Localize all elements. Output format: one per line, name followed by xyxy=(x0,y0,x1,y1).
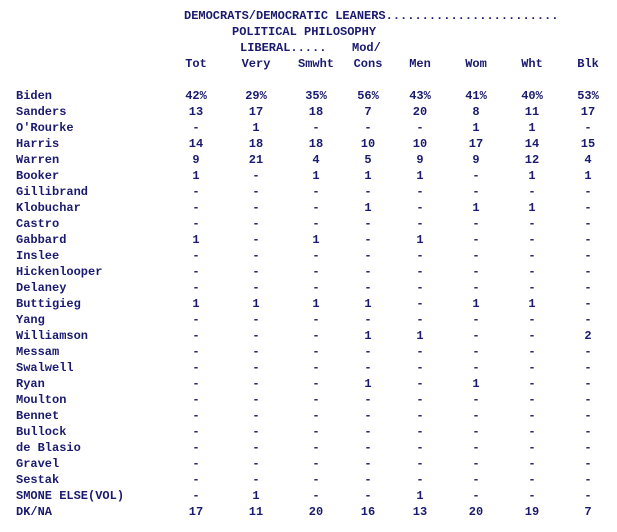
column-header: Very xyxy=(241,57,271,71)
table-cell: - xyxy=(312,361,320,375)
table-cell: - xyxy=(472,329,480,343)
table-cell: - xyxy=(416,393,424,407)
row-label: Castro xyxy=(16,217,60,231)
table-cell: 17 xyxy=(248,105,264,119)
table-cell: 1 xyxy=(528,201,536,215)
table-cell: 2 xyxy=(584,329,592,343)
table-cell: - xyxy=(416,377,424,391)
table-cell: - xyxy=(584,425,592,439)
table-cell: - xyxy=(192,473,200,487)
table-cell: - xyxy=(312,329,320,343)
table-cell: - xyxy=(252,473,260,487)
table-cell: - xyxy=(252,393,260,407)
table-cell: - xyxy=(584,409,592,423)
table-cell: 17 xyxy=(580,105,596,119)
table-cell: - xyxy=(364,361,372,375)
table-cell: - xyxy=(416,249,424,263)
table-cell: 1 xyxy=(364,329,372,343)
table-cell: - xyxy=(528,185,536,199)
table-cell: - xyxy=(252,409,260,423)
row-label: Ryan xyxy=(16,377,45,391)
table-cell: 13 xyxy=(412,505,428,519)
table-cell: - xyxy=(312,201,320,215)
table-cell: 7 xyxy=(364,105,372,119)
table-cell: 1 xyxy=(416,233,424,247)
table-cell: 1 xyxy=(416,489,424,503)
row-label: Booker xyxy=(16,169,60,183)
table-cell: - xyxy=(192,249,200,263)
table-cell: - xyxy=(192,201,200,215)
table-cell: - xyxy=(192,361,200,375)
table-cell: - xyxy=(364,441,372,455)
table-cell: - xyxy=(252,217,260,231)
table-cell: 9 xyxy=(472,153,480,167)
table-cell: - xyxy=(472,281,480,295)
row-label: SMONE ELSE(VOL) xyxy=(16,489,125,503)
table-cell: - xyxy=(312,345,320,359)
table-cell: - xyxy=(416,345,424,359)
table-cell: - xyxy=(416,457,424,471)
row-label: Swalwell xyxy=(16,361,74,375)
row-label: Delaney xyxy=(16,281,67,295)
table-cell: - xyxy=(528,265,536,279)
table-cell: 1 xyxy=(416,329,424,343)
column-header: Cons xyxy=(353,57,383,71)
table-cell: - xyxy=(252,185,260,199)
table-cell: - xyxy=(528,345,536,359)
table-cell: - xyxy=(312,441,320,455)
table-cell: - xyxy=(472,361,480,375)
table-cell: 1 xyxy=(416,169,424,183)
row-label: Buttigieg xyxy=(16,297,81,311)
table-cell: - xyxy=(364,425,372,439)
table-cell: - xyxy=(364,457,372,471)
table-cell: - xyxy=(252,169,260,183)
table-cell: 1 xyxy=(472,297,480,311)
table-cell: 1 xyxy=(252,121,260,135)
header-mod-label: Mod/ xyxy=(352,41,381,55)
table-cell: - xyxy=(584,281,592,295)
table-cell: - xyxy=(528,489,536,503)
table-cell: - xyxy=(364,409,372,423)
table-cell: - xyxy=(252,201,260,215)
table-cell: 10 xyxy=(360,137,376,151)
table-cell: - xyxy=(528,409,536,423)
table-cell: - xyxy=(192,265,200,279)
table-cell: - xyxy=(472,441,480,455)
table-cell: - xyxy=(584,313,592,327)
row-label: Harris xyxy=(16,137,60,151)
table-cell: - xyxy=(472,169,480,183)
table-cell: - xyxy=(416,409,424,423)
table-cell: 7 xyxy=(584,505,592,519)
table-cell: 53% xyxy=(577,89,599,103)
table-cell: - xyxy=(252,441,260,455)
table-cell: 18 xyxy=(308,105,324,119)
table-cell: - xyxy=(584,473,592,487)
row-label: Inslee xyxy=(16,249,60,263)
table-cell: - xyxy=(528,281,536,295)
header-group-title: DEMOCRATS/DEMOCRATIC LEANERS........................ xyxy=(184,9,559,23)
table-cell: - xyxy=(472,265,480,279)
table-cell: 19 xyxy=(524,505,540,519)
table-cell: - xyxy=(364,313,372,327)
table-cell: - xyxy=(192,281,200,295)
table-cell: - xyxy=(252,233,260,247)
table-cell: 13 xyxy=(188,105,204,119)
table-cell: - xyxy=(252,361,260,375)
row-label: Sanders xyxy=(16,105,67,119)
table-cell: - xyxy=(364,393,372,407)
table-cell: - xyxy=(312,457,320,471)
table-cell: - xyxy=(416,441,424,455)
table-cell: - xyxy=(364,217,372,231)
row-label: Bennet xyxy=(16,409,60,423)
table-cell: - xyxy=(364,233,372,247)
table-cell: - xyxy=(252,425,260,439)
table-cell: - xyxy=(416,281,424,295)
table-cell: - xyxy=(192,345,200,359)
table-cell: 1 xyxy=(472,377,480,391)
table-cell: - xyxy=(416,313,424,327)
table-cell: - xyxy=(192,377,200,391)
table-cell: - xyxy=(364,121,372,135)
table-cell: - xyxy=(364,489,372,503)
table-cell: 1 xyxy=(364,377,372,391)
table-cell: - xyxy=(416,201,424,215)
table-cell: 1 xyxy=(584,169,592,183)
table-cell: 12 xyxy=(524,153,540,167)
table-cell: 20 xyxy=(412,105,428,119)
row-label: O'Rourke xyxy=(16,121,74,135)
table-cell: - xyxy=(252,329,260,343)
table-cell: - xyxy=(416,297,424,311)
row-label: Bullock xyxy=(16,425,67,439)
table-cell: - xyxy=(252,345,260,359)
row-label: Gravel xyxy=(16,457,60,471)
table-cell: - xyxy=(192,489,200,503)
table-cell: - xyxy=(528,425,536,439)
table-cell: 4 xyxy=(584,153,592,167)
table-cell: 1 xyxy=(252,297,260,311)
table-cell: - xyxy=(472,185,480,199)
table-cell: - xyxy=(252,377,260,391)
table-cell: - xyxy=(364,345,372,359)
table-cell: - xyxy=(472,489,480,503)
table-cell: - xyxy=(192,425,200,439)
table-cell: - xyxy=(584,249,592,263)
table-cell: 1 xyxy=(252,489,260,503)
table-cell: - xyxy=(472,313,480,327)
table-cell: 56% xyxy=(357,89,379,103)
table-cell: - xyxy=(584,361,592,375)
table-cell: 15 xyxy=(580,137,596,151)
table-cell: - xyxy=(584,233,592,247)
table-cell: - xyxy=(312,265,320,279)
column-header: Tot xyxy=(185,57,207,71)
table-cell: 29% xyxy=(245,89,267,103)
table-cell: - xyxy=(584,377,592,391)
table-cell: 21 xyxy=(248,153,264,167)
table-cell: 35% xyxy=(305,89,327,103)
table-cell: 1 xyxy=(528,121,536,135)
table-cell: - xyxy=(416,265,424,279)
table-cell: 11 xyxy=(248,505,264,519)
table-cell: - xyxy=(472,249,480,263)
table-cell: - xyxy=(192,313,200,327)
table-cell: 18 xyxy=(308,137,324,151)
table-cell: - xyxy=(416,217,424,231)
table-cell: - xyxy=(312,377,320,391)
table-cell: 20 xyxy=(308,505,324,519)
table-cell: - xyxy=(584,265,592,279)
table-cell: - xyxy=(584,217,592,231)
table-cell: - xyxy=(252,281,260,295)
table-cell: 40% xyxy=(521,89,543,103)
table-cell: - xyxy=(312,313,320,327)
table-cell: 17 xyxy=(188,505,204,519)
column-header: Blk xyxy=(577,57,599,71)
table-cell: 1 xyxy=(472,201,480,215)
table-cell: - xyxy=(192,441,200,455)
table-cell: 41% xyxy=(465,89,487,103)
table-cell: - xyxy=(584,297,592,311)
table-cell: - xyxy=(584,345,592,359)
row-label: Williamson xyxy=(16,329,89,343)
table-cell: - xyxy=(528,377,536,391)
table-cell: - xyxy=(312,281,320,295)
table-cell: - xyxy=(364,473,372,487)
table-cell: - xyxy=(416,121,424,135)
table-cell: - xyxy=(528,217,536,231)
table-cell: - xyxy=(312,185,320,199)
table-cell: 10 xyxy=(412,137,428,151)
table-cell: - xyxy=(528,473,536,487)
table-cell: - xyxy=(192,217,200,231)
table-cell: - xyxy=(312,393,320,407)
table-cell: - xyxy=(252,265,260,279)
table-cell: - xyxy=(472,473,480,487)
table-cell: 1 xyxy=(472,121,480,135)
row-label: Yang xyxy=(16,313,45,327)
table-cell: 1 xyxy=(312,233,320,247)
column-header: Wom xyxy=(465,57,487,71)
table-cell: - xyxy=(472,425,480,439)
table-cell: - xyxy=(528,361,536,375)
table-cell: - xyxy=(364,249,372,263)
row-label: Biden xyxy=(16,89,53,103)
table-cell: - xyxy=(584,393,592,407)
table-cell: 11 xyxy=(524,105,540,119)
table-cell: - xyxy=(528,313,536,327)
table-cell: 1 xyxy=(192,297,200,311)
table-cell: 43% xyxy=(409,89,431,103)
table-cell: 8 xyxy=(472,105,480,119)
table-cell: - xyxy=(364,185,372,199)
header-subgroup-title: POLITICAL PHILOSOPHY xyxy=(232,25,377,39)
table-cell: - xyxy=(584,441,592,455)
table-cell: - xyxy=(472,345,480,359)
table-cell: - xyxy=(192,457,200,471)
table-cell: - xyxy=(312,249,320,263)
table-cell: - xyxy=(528,393,536,407)
table-cell: 1 xyxy=(192,169,200,183)
row-label: Messam xyxy=(16,345,60,359)
table-cell: - xyxy=(312,489,320,503)
table-cell: - xyxy=(584,201,592,215)
table-cell: - xyxy=(472,217,480,231)
table-cell: - xyxy=(192,185,200,199)
row-label: Sestak xyxy=(16,473,60,487)
table-cell: 20 xyxy=(468,505,484,519)
table-cell: - xyxy=(312,409,320,423)
table-cell: - xyxy=(584,489,592,503)
table-cell: 1 xyxy=(364,297,372,311)
table-cell: - xyxy=(364,281,372,295)
table-cell: - xyxy=(192,121,200,135)
table-cell: - xyxy=(192,393,200,407)
table-cell: - xyxy=(584,457,592,471)
table-cell: 18 xyxy=(248,137,264,151)
table-cell: 1 xyxy=(192,233,200,247)
table-cell: - xyxy=(416,425,424,439)
header-liberal-label: LIBERAL..... xyxy=(240,41,327,55)
table-cell: 1 xyxy=(528,297,536,311)
table-cell: - xyxy=(528,249,536,263)
row-label: Klobuchar xyxy=(16,201,81,215)
table-cell: 1 xyxy=(364,169,372,183)
table-cell: - xyxy=(584,121,592,135)
table-cell: - xyxy=(252,457,260,471)
table-cell: - xyxy=(252,313,260,327)
table-cell: - xyxy=(416,361,424,375)
row-label: Gabbard xyxy=(16,233,67,247)
table-cell: 1 xyxy=(312,297,320,311)
table-cell: 4 xyxy=(312,153,320,167)
table-cell: 1 xyxy=(312,169,320,183)
table-cell: - xyxy=(312,425,320,439)
table-cell: - xyxy=(528,329,536,343)
table-cell: - xyxy=(364,265,372,279)
table-cell: - xyxy=(472,409,480,423)
row-label: DK/NA xyxy=(16,505,53,519)
table-cell: 5 xyxy=(364,153,372,167)
row-label: Gillibrand xyxy=(16,185,89,199)
table-cell: - xyxy=(472,233,480,247)
table-cell: 14 xyxy=(524,137,540,151)
table-cell: - xyxy=(252,249,260,263)
column-header: Men xyxy=(409,57,431,71)
table-cell: - xyxy=(528,233,536,247)
table-cell: - xyxy=(312,473,320,487)
table-cell: 9 xyxy=(192,153,200,167)
table-cell: - xyxy=(416,473,424,487)
table-cell: 1 xyxy=(528,169,536,183)
table-cell: - xyxy=(472,457,480,471)
table-cell: - xyxy=(312,121,320,135)
table-cell: 9 xyxy=(416,153,424,167)
table-cell: - xyxy=(192,409,200,423)
table-cell: - xyxy=(584,185,592,199)
table-cell: - xyxy=(472,393,480,407)
row-label: Warren xyxy=(16,153,60,167)
table-cell: 17 xyxy=(468,137,484,151)
table-cell: 42% xyxy=(185,89,207,103)
row-label: Moulton xyxy=(16,393,67,407)
table-cell: - xyxy=(528,441,536,455)
table-cell: - xyxy=(192,329,200,343)
table-cell: 14 xyxy=(188,137,204,151)
table-cell: - xyxy=(528,457,536,471)
table-cell: - xyxy=(312,217,320,231)
table-cell: 1 xyxy=(364,201,372,215)
column-header: Smwht xyxy=(297,57,335,71)
row-label: Hickenlooper xyxy=(16,265,103,279)
table-cell: 16 xyxy=(360,505,376,519)
table-cell: - xyxy=(416,185,424,199)
column-header: Wht xyxy=(521,57,543,71)
row-label: de Blasio xyxy=(16,441,81,455)
